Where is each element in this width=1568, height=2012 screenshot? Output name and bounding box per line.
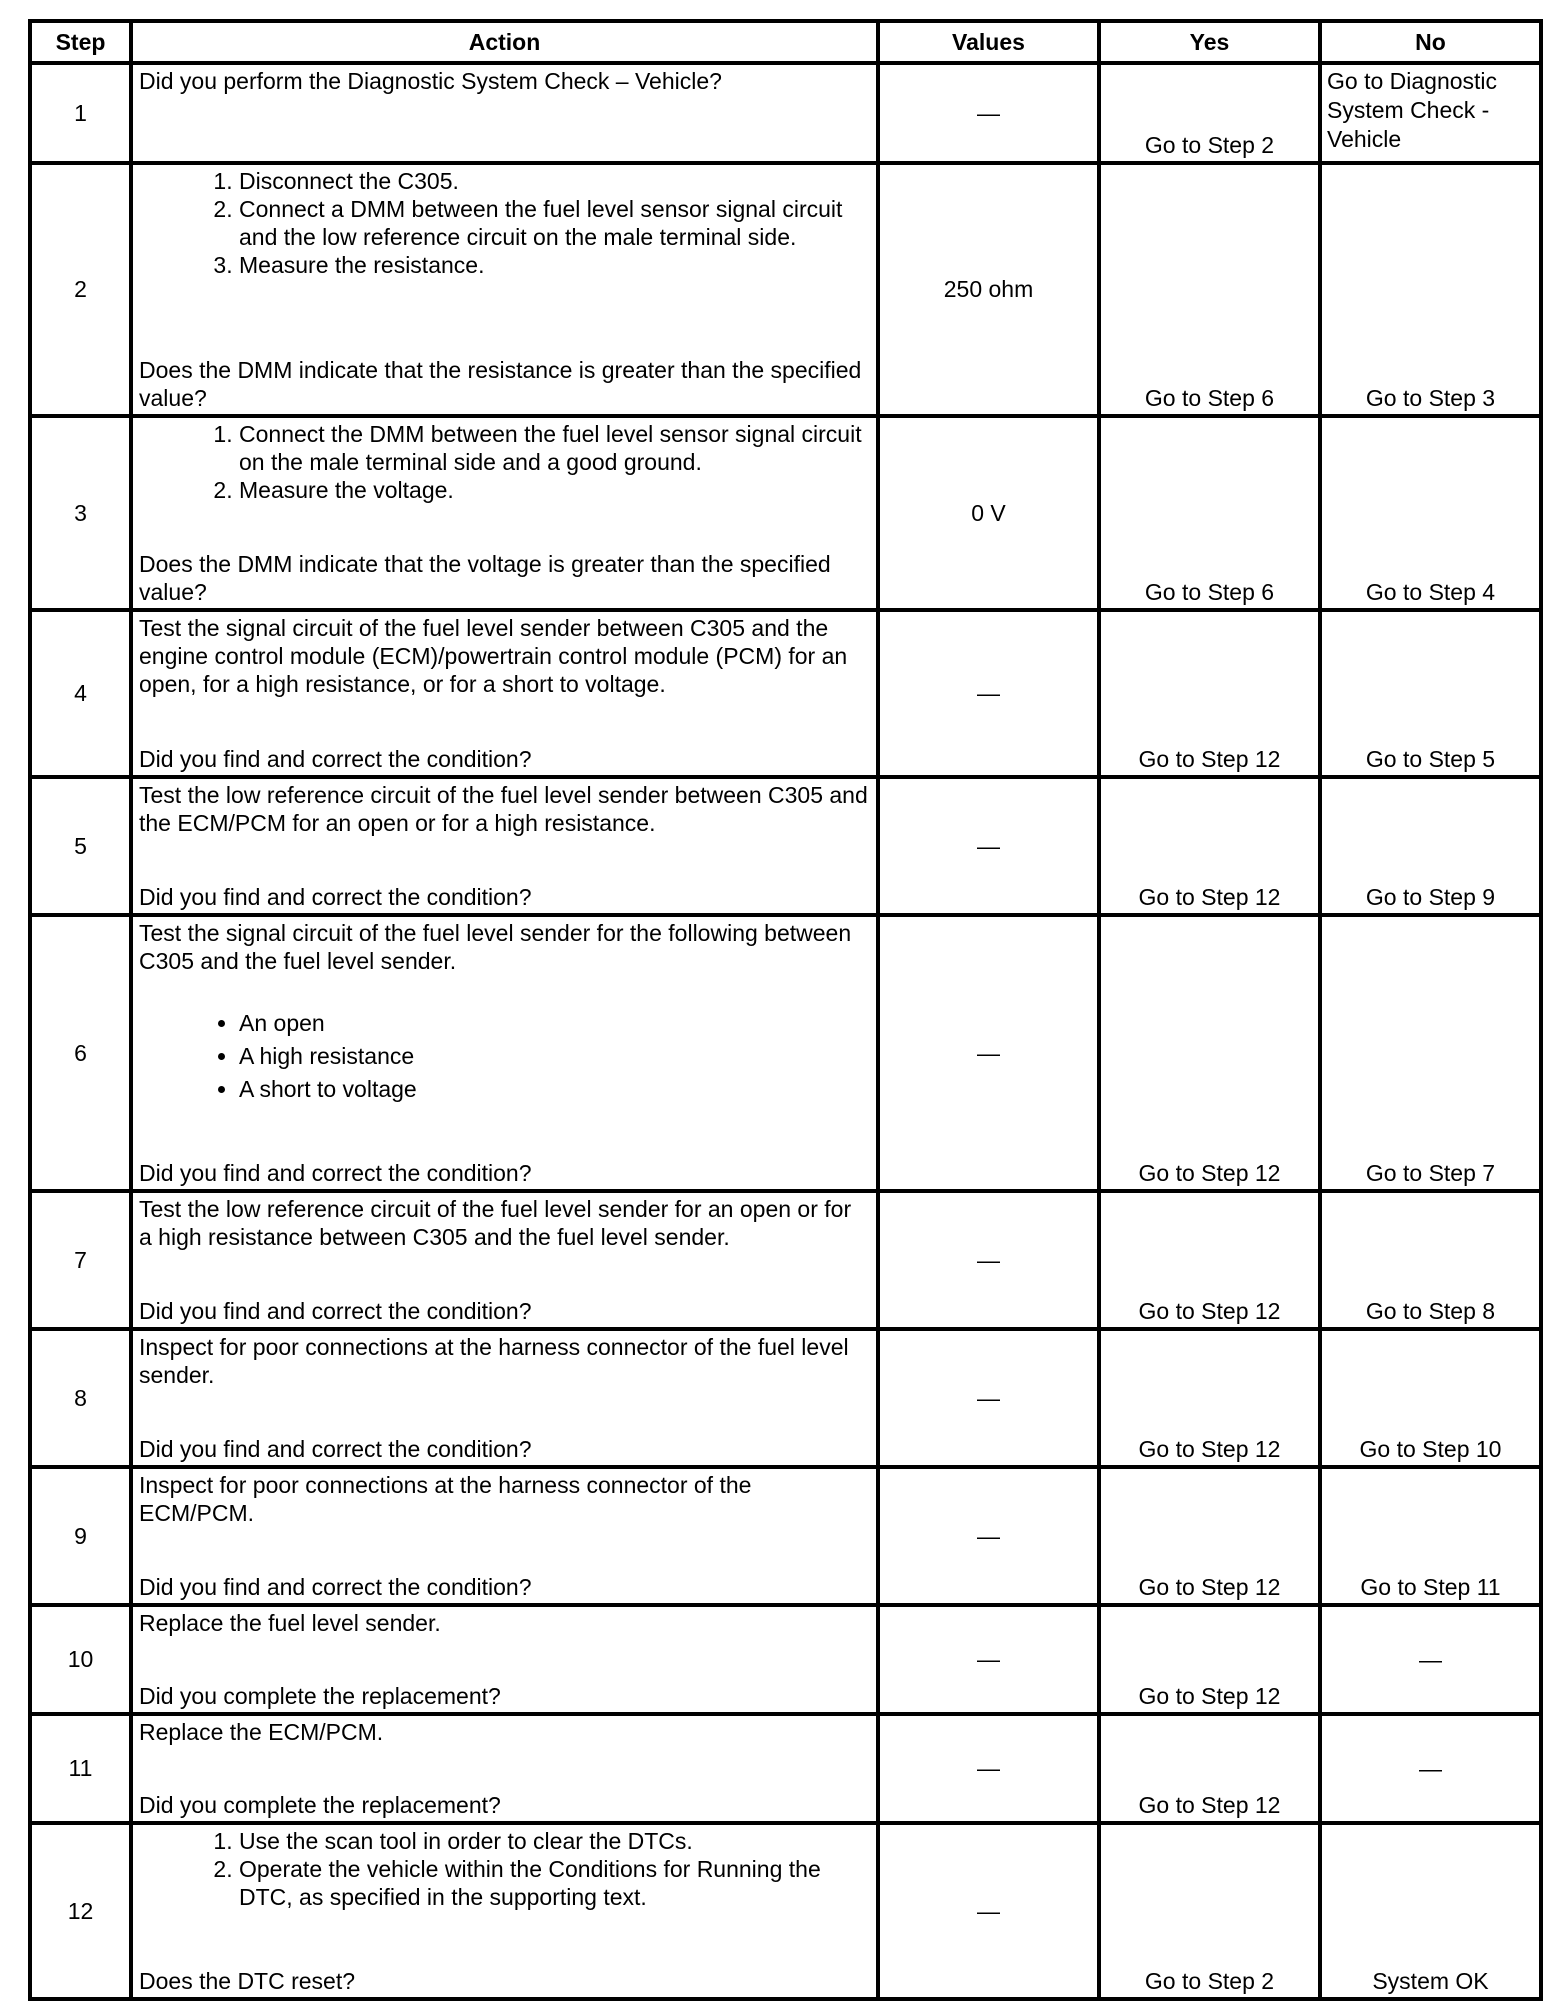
no-text: Go to Step 8 xyxy=(1365,1298,1496,1324)
value-cell: — xyxy=(878,1823,1099,1999)
action-text: Did you perform the Diagnostic System Check – Vehicle? xyxy=(139,68,722,94)
value-cell: — xyxy=(878,610,1099,777)
no-cell xyxy=(1320,416,1541,610)
table-row xyxy=(30,1191,1541,1329)
action-list xyxy=(139,167,870,279)
no-text: Go to Step 10 xyxy=(1359,1436,1502,1462)
table-row xyxy=(30,1823,1541,1999)
header-row xyxy=(30,21,1541,63)
no-cell xyxy=(1320,63,1541,163)
no-cell xyxy=(1320,1191,1541,1329)
action-bullet-item: • An open xyxy=(239,1007,870,1040)
action-list-item: 2. Measure the voltage. xyxy=(239,476,870,504)
no-text: — xyxy=(1419,1646,1442,1672)
no-text: Go to Step 3 xyxy=(1365,385,1496,411)
header-step: Step xyxy=(30,21,131,63)
yes-text: Go to Step 2 xyxy=(1144,132,1275,158)
action-question: Does the DMM indicate that the voltage is greater than the specified value? xyxy=(139,551,831,605)
table-row xyxy=(30,610,1541,777)
table-row xyxy=(30,1605,1541,1714)
action-text: Replace the ECM/PCM. xyxy=(139,1719,384,1745)
action-question: Did you find and correct the condition? xyxy=(139,1298,532,1324)
yes-text: Go to Step 12 xyxy=(1138,1792,1281,1818)
table-row xyxy=(30,1329,1541,1467)
step-number: 5 xyxy=(30,777,131,915)
yes-cell xyxy=(1099,416,1320,610)
yes-text: Go to Step 12 xyxy=(1138,746,1281,772)
step-number: 11 xyxy=(30,1714,131,1823)
table-row xyxy=(30,1467,1541,1605)
no-text: System OK xyxy=(1372,1968,1489,1994)
yes-cell xyxy=(1099,1714,1320,1823)
action-text: Inspect for poor connections at the harness connector of the fuel level sender. xyxy=(139,1334,849,1388)
step-number: 1 xyxy=(30,63,131,163)
yes-text: Go to Step 12 xyxy=(1138,884,1281,910)
step-number: 6 xyxy=(30,915,131,1191)
action-list-item: 1. Use the scan tool in order to clear the DTCs. xyxy=(239,1827,870,1855)
table-row xyxy=(30,416,1541,610)
step-number: 4 xyxy=(30,610,131,777)
action-question: Did you find and correct the condition? xyxy=(139,746,532,772)
yes-cell xyxy=(1099,915,1320,1191)
action-question: Did you complete the replacement? xyxy=(139,1792,501,1818)
diagnostic-table xyxy=(28,19,1543,2001)
action-cell xyxy=(131,610,878,777)
yes-text: Go to Step 12 xyxy=(1138,1436,1281,1462)
action-bullet-item: • A high resistance xyxy=(239,1040,870,1073)
yes-text: Go to Step 12 xyxy=(1138,1160,1281,1186)
action-cell xyxy=(131,416,878,610)
action-cell xyxy=(131,1467,878,1605)
action-list-item: 1. Disconnect the C305. xyxy=(239,167,870,195)
step-number: 10 xyxy=(30,1605,131,1714)
value-cell: 0 V xyxy=(878,416,1099,610)
action-text: Replace the fuel level sender. xyxy=(139,1610,441,1636)
yes-text: Go to Step 6 xyxy=(1144,385,1275,411)
no-cell xyxy=(1320,610,1541,777)
no-cell xyxy=(1320,1714,1541,1823)
action-cell xyxy=(131,163,878,416)
no-cell xyxy=(1320,1329,1541,1467)
action-text: Test the signal circuit of the fuel level sender for the following between C305 and the fuel level sender. xyxy=(139,920,852,974)
no-cell xyxy=(1320,1823,1541,1999)
action-list-item: 2. Operate the vehicle within the Conditions for Running the DTC, as specified in the supporting text. xyxy=(239,1855,870,1911)
yes-cell xyxy=(1099,163,1320,416)
action-list-item: 3. Measure the resistance. xyxy=(239,251,870,279)
no-text: — xyxy=(1419,1755,1442,1781)
yes-text: Go to Step 12 xyxy=(1138,1298,1281,1324)
action-question: Does the DMM indicate that the resistance is greater than the specified value? xyxy=(139,357,862,411)
yes-cell xyxy=(1099,777,1320,915)
action-text: Test the low reference circuit of the fuel level sender between C305 and the ECM/PCM for an open or for a high resistance. xyxy=(139,782,868,836)
header-yes: Yes xyxy=(1099,21,1320,63)
action-cell xyxy=(131,915,878,1191)
yes-text: Go to Step 6 xyxy=(1144,579,1275,605)
no-cell xyxy=(1320,777,1541,915)
no-text: Go to Step 4 xyxy=(1365,579,1496,605)
action-text-block xyxy=(139,919,870,1106)
value-cell: — xyxy=(878,1605,1099,1714)
step-number: 2 xyxy=(30,163,131,416)
value-cell: — xyxy=(878,1329,1099,1467)
action-question: Did you complete the replacement? xyxy=(139,1683,501,1709)
action-question: Does the DTC reset? xyxy=(139,1968,356,1994)
no-text: Go to Diagnostic System Check - Vehicle xyxy=(1327,68,1498,152)
yes-cell xyxy=(1099,1605,1320,1714)
yes-text: Go to Step 2 xyxy=(1144,1968,1275,1994)
step-number: 7 xyxy=(30,1191,131,1329)
no-cell xyxy=(1320,163,1541,416)
action-list xyxy=(139,420,870,504)
action-cell xyxy=(131,1823,878,1999)
no-text: Go to Step 11 xyxy=(1360,1574,1501,1600)
yes-cell xyxy=(1099,1329,1320,1467)
table-row xyxy=(30,915,1541,1191)
step-number: 8 xyxy=(30,1329,131,1467)
yes-text: Go to Step 12 xyxy=(1138,1574,1281,1600)
action-list-item: 2. Connect a DMM between the fuel level sensor signal circuit and the low reference circuit on the male terminal side. xyxy=(239,195,870,251)
step-number: 9 xyxy=(30,1467,131,1605)
value-cell: — xyxy=(878,1191,1099,1329)
yes-cell xyxy=(1099,63,1320,163)
value-cell: — xyxy=(878,1714,1099,1823)
action-text: Test the low reference circuit of the fuel level sender for an open or for a high resistance between C305 and the fuel level sender. xyxy=(139,1196,852,1250)
value-cell: — xyxy=(878,1467,1099,1605)
action-bullet-item: • A short to voltage xyxy=(239,1073,870,1106)
table-row xyxy=(30,777,1541,915)
table-row xyxy=(30,63,1541,163)
value-cell: — xyxy=(878,777,1099,915)
value-cell: — xyxy=(878,63,1099,163)
header-no: No xyxy=(1320,21,1541,63)
yes-cell xyxy=(1099,1191,1320,1329)
action-cell xyxy=(131,777,878,915)
action-cell xyxy=(131,1191,878,1329)
no-text: Go to Step 5 xyxy=(1365,746,1496,772)
value-cell: — xyxy=(878,915,1099,1191)
table-row xyxy=(30,1714,1541,1823)
no-text: Go to Step 9 xyxy=(1365,884,1496,910)
no-cell xyxy=(1320,1467,1541,1605)
yes-cell xyxy=(1099,1823,1320,1999)
action-question: Did you find and correct the condition? xyxy=(139,884,532,910)
value-cell: 250 ohm xyxy=(878,163,1099,416)
action-cell xyxy=(131,1329,878,1467)
action-question: Did you find and correct the condition? xyxy=(139,1160,532,1186)
yes-cell xyxy=(1099,610,1320,777)
action-text: Test the signal circuit of the fuel level sender between C305 and the engine control module (ECM)/powertrain control module (PCM) for an open, for a high resistance, or for a short to voltage. xyxy=(139,615,848,697)
action-list xyxy=(139,1827,870,1911)
no-cell xyxy=(1320,915,1541,1191)
action-text: Inspect for poor connections at the harness connector of the ECM/PCM. xyxy=(139,1472,752,1526)
table-row xyxy=(30,163,1541,416)
action-cell xyxy=(131,1714,878,1823)
action-cell xyxy=(131,63,878,163)
no-cell xyxy=(1320,1605,1541,1714)
action-question: Did you find and correct the condition? xyxy=(139,1574,532,1600)
header-action: Action xyxy=(131,21,878,63)
action-cell xyxy=(131,1605,878,1714)
action-question: Did you find and correct the condition? xyxy=(139,1436,532,1462)
no-text: Go to Step 7 xyxy=(1365,1160,1496,1186)
action-list-item: 1. Connect the DMM between the fuel level sensor signal circuit on the male terminal side and a good ground. xyxy=(239,420,870,476)
yes-text: Go to Step 12 xyxy=(1138,1683,1281,1709)
header-values: Values xyxy=(878,21,1099,63)
step-number: 12 xyxy=(30,1823,131,1999)
yes-cell xyxy=(1099,1467,1320,1605)
step-number: 3 xyxy=(30,416,131,610)
